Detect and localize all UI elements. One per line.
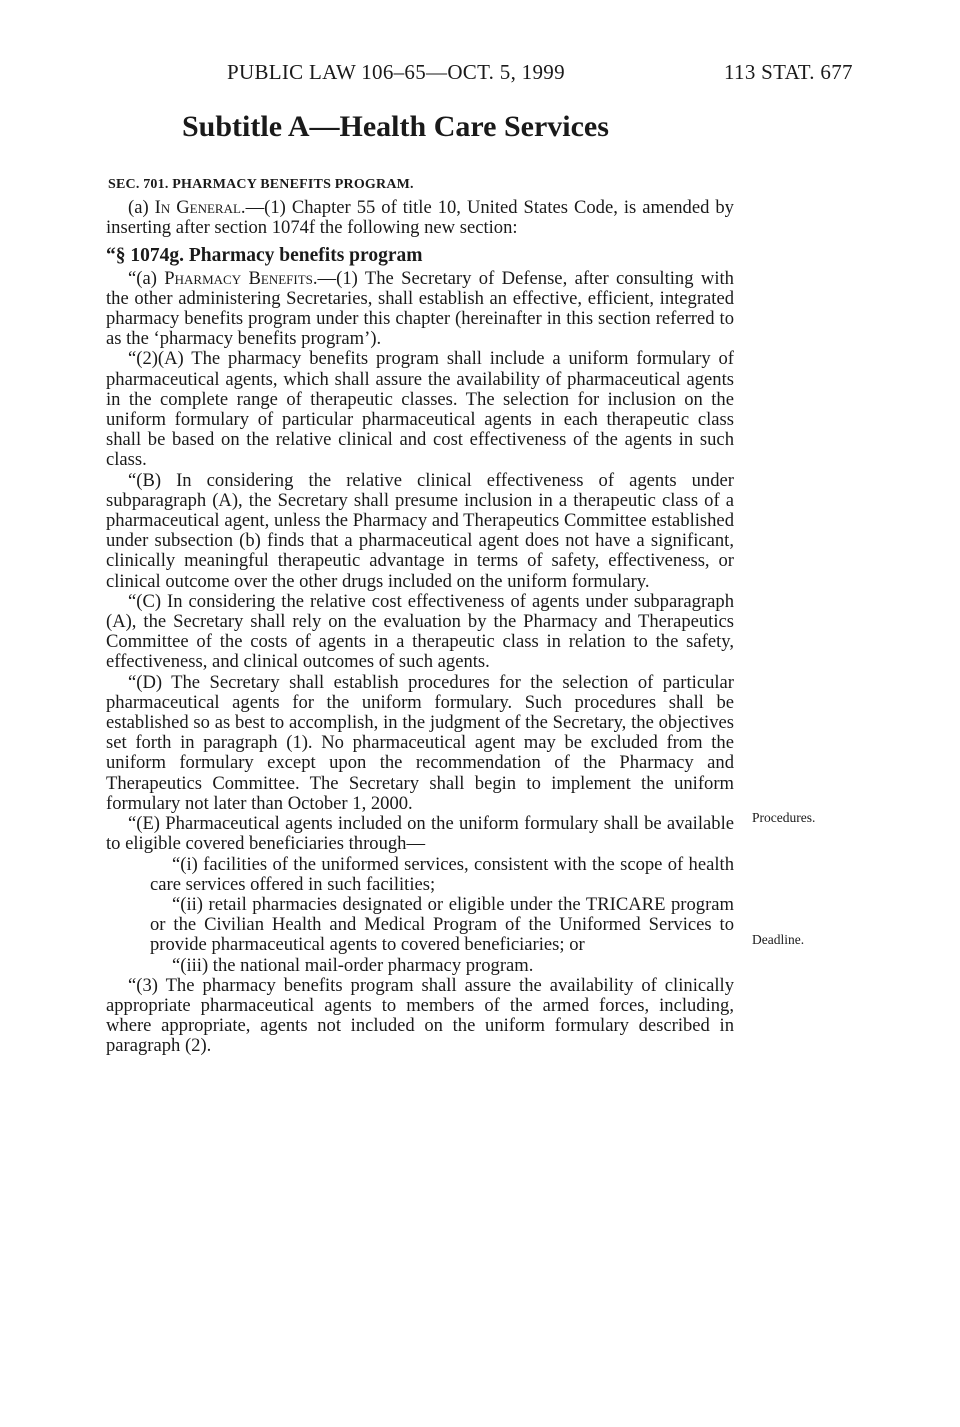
paragraph-a-text: .—(1) Chapter 55 of title 10, United States Code, is amended by inserting after section 1074f the following new section:	[106, 197, 734, 239]
margin-note-deadline: Deadline.	[752, 932, 805, 947]
page-header	[0, 60, 960, 90]
paragraph-a-caption: In General	[154, 197, 241, 218]
section-1074g-title: “§ 1074g. Pharmacy benefits program	[106, 245, 423, 267]
paragraph-1	[106, 269, 734, 350]
paragraph-2c: “(C) In considering the relative cost effectiveness of agents under subparagraph (A), the Secretary shall rely on the evaluation by the Pharmacy and Therapeutics Committee of the costs of agents in a therapeutic class in relation to the safety, effectiveness, and clinical outcomes of such agents.	[106, 590, 734, 673]
paragraph-2e-i: “(i) facilities of the uniformed services, consistent with the scope of health care services offered in such facilities;	[150, 853, 734, 895]
paragraph-2e-ii: “(ii) retail pharmacies designated or eligible under the TRICARE program or the Civilian Health and Medical Program of the Uniformed Services to provide pharmaceutical agents to covered beneficiaries; or	[150, 893, 734, 956]
paragraph-2e-iii: “(iii) the national mail-order pharmacy program.	[172, 954, 534, 976]
section-heading: SEC. 701. PHARMACY BENEFITS PROGRAM.	[108, 177, 414, 192]
paragraph-1-caption: Pharmacy Benefits	[164, 267, 313, 289]
paragraph-1-lead: “(a)	[128, 267, 165, 289]
paragraph-1-text: .—(1) The Secretary of Defense, after consulting with the other administering Secretaries, shall establish an effective, efficient, integrated pharmacy benefits program under this chapter (hereinafter in this section referred to as the ‘pharmacy benefits program’).	[106, 267, 734, 350]
paragraph-a-lead: (a)	[128, 197, 155, 218]
paragraph-2e: “(E) Pharmaceutical agents included on the uniform formulary shall be available to eligible covered beneficiaries through—	[106, 813, 734, 855]
statute-page-number: 113 STAT. 677	[724, 60, 853, 84]
running-head: PUBLIC LAW 106–65—OCT. 5, 1999	[227, 60, 565, 84]
paragraph-3: “(3) The pharmacy benefits program shall assure the availability of clinically appropriate pharmaceutical agents to members of the armed forces, including, where appropriate, agents not included on the uniform formulary described in paragraph (2).	[106, 974, 734, 1057]
body-text	[106, 198, 734, 1057]
paragraph-2a: “(2)(A) The pharmacy benefits program shall include a uniform formulary of pharmaceutical agents, which shall assure the availability of pharmaceutical agents in the complete range of therapeutic classes. The selection for inclusion on the uniform formulary of particular pharmaceutical agents in each therapeutic class shall be based on the relative clinical and cost effectiveness of the agents in such class.	[106, 348, 734, 471]
paragraph-a	[106, 198, 734, 238]
subtitle-heading: Subtitle A—Health Care Services	[182, 110, 609, 143]
paragraph-2d: “(D) The Secretary shall establish procedures for the selection of particular pharmaceutical agents for the uniform formulary. Such procedures shall be established so as best to accomplish, in the judgment of the Secretary, the objectives set forth in paragraph (1). No pharmaceutical agent may be excluded from the uniform formulary except upon the recommendation of the Pharmacy and Therapeutics Committee. The Secretary shall begin to implement the uniform formulary not later than October 1, 2000.	[106, 671, 734, 814]
paragraph-2b: “(B) In considering the relative clinical effectiveness of agents under subparagraph (A), the Secretary shall presume inclusion in a therapeutic class of a pharmaceutical agent, unless the Pharmacy and Therapeutics Committee established under subsection (b) finds that a pharmaceutical agent does not have a significant, clinically meaningful therapeutic advantage in terms of safety, effectiveness, or clinical outcome over the other drugs included on the uniform formulary.	[106, 469, 734, 592]
margin-note-procedures: Procedures.	[752, 810, 816, 825]
